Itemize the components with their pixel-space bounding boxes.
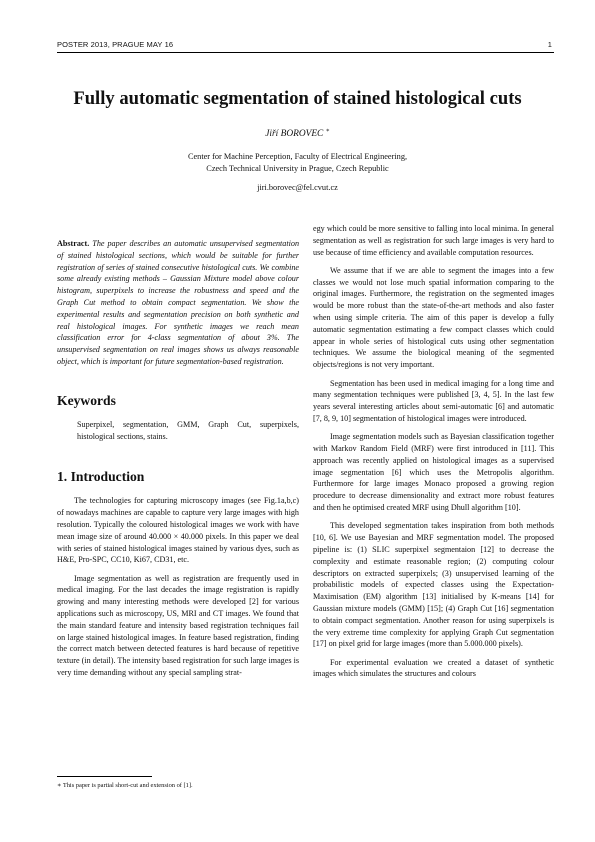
- affiliation: [0, 151, 595, 174]
- footnote: ∗ This paper is partial short-cut and extension of [1].: [57, 782, 193, 789]
- conference-label: POSTER 2013, PRAGUE MAY 16: [57, 40, 174, 49]
- author-footnote-mark: ∗: [325, 128, 330, 134]
- affiliation-line-2: Czech Technical University in Prague, Czech Republic: [206, 163, 389, 173]
- introduction-heading: 1. Introduction: [57, 469, 145, 485]
- author-email: jiri.borovec@fel.cvut.cz: [257, 183, 338, 192]
- right-paragraph-1: We assume that if we are able to segment the images into a few classes we would not lose much spatial information comparing to the original images. Furthermore, the registration on the segmented images would be more robust than the state-of-the-art methods and also faster when using simple criteria. The aim of this paper is develop a fully automatic segmentation estimating a few compact classes which could appear in whole series of histological cuts using other segmentation techniques. We assume the biological meaning of the segmented objects/regions is not very important.: [313, 265, 554, 370]
- footnote-rule: [57, 776, 152, 777]
- author-name: Jiří BOROVEC: [265, 129, 324, 140]
- paper-title: Fully automatic segmentation of stained histological cuts: [73, 88, 522, 109]
- running-header: [57, 40, 554, 53]
- right-paragraph-3: Image segmentation models such as Bayesian classification together with Markov Random Field (MRF) were first introduced in [11]. This approach was recently applied on histological images as a supervised image segmentation [6] which uses the Metropolis algorithm. Furthermore for large images Monaco proposed a growing region procedure to decrease dimensionality and extract more robust features and then he optimised created MRF using Dhull algorithm [10].: [313, 432, 554, 513]
- right-paragraph-2: Segmentation has been used in medical imaging for a long time and many segmentation techniques were published [3, 4, 5]. In the last few years several interesting articles about semi-automatic [6] and automatic [7, 8, 9, 10] segmentation of histological images were introduced.: [313, 378, 554, 423]
- right-paragraph-0: egy which could be more sensitive to falling into local minima. In general segmentation as well as registration for such large images is very hard to use because of time efficiency and available computation resources.: [313, 224, 554, 257]
- abstract-label: Abstract.: [57, 239, 90, 248]
- author-line: [0, 127, 595, 139]
- page-number: 1: [547, 40, 552, 49]
- abstract-text: The paper describes an automatic unsupervised segmentation of stained histological sections, which would be suitable for further registration of series of stained consecutive histological cuts. We combine some already existing methods – Gaussian Mixture model above colour histogram, superpixels to increase the robustness and speed and the Graph Cut method to obtain compact segmentation. We show the experimental results and segmentation precision on both synthetic and real histological images. For synthetic images we reach mean classification error for 4-class segmentation of about 3%. The unsupervised segmentation on real images shows us always reasonable object, which is important for future segmentation-based registration.: [57, 239, 300, 366]
- keywords-heading: Keywords: [57, 392, 116, 408]
- right-paragraph-5: For experimental evaluation we created a dataset of synthetic images which simulates the structures and colours: [313, 657, 554, 679]
- left-column: [57, 238, 299, 679]
- right-paragraph-4: This developed segmentation takes inspiration from both methods [10, 6]. We use Bayesian and MRF segmentation model. The proposed pipeline is: (1) SLIC superpixel segmentaion [12] to decrease the complexity and estimate reasonable region; (2) computing colour descriptors on extracted superpixels; (3) unsupervised learning of the probabilistic models of expected classes using the Expectation-Maximisation (EM) algorithm [13] initialised by K-means [14] for Gaussian mixture models (GMM) [15]; (4) Graph Cut [16] segmentation to obtain compact segmentation. Another reason for using superpixels is the very extreme time complexity for applying Graph Cut segmentation [17] on pixel grid for large images (more than 5.000.000 pixels).: [313, 521, 554, 649]
- affiliation-line-1: Center for Machine Perception, Faculty of Electrical Engineering,: [187, 152, 408, 161]
- right-column: [313, 223, 554, 680]
- abstract: [57, 238, 299, 368]
- intro-paragraph-2: Image segmentation as well as registration are frequently used in medical imaging. For the last decades the image registration is rapidly growing and many interesting methods were developed [2] for various applications such as microscopy, US, MRI and CT images. We found that the main standard feature and intensity based registration techniques fail on large stained histological images. In feature based registration, finding the correct match between detected features is hard because of repetitive texture (in detail). The intensity based registration for such large images is very time demanding without any special sampling strat-: [57, 573, 299, 678]
- keywords-text: Superpixel, segmentation, GMM, Graph Cut, superpixels, histological sections, stains.: [77, 419, 299, 441]
- intro-paragraph-1: The technologies for capturing microscopy images (see Fig.1a,b,c) of nowadays machines are capable to capture very large images with high resolution. Typically the coloured histological images we work with have mean image size of around 40.000 × 40.000 pixels. In this paper we deal with series of stained histological images stained by various dyes, such as H&E, Pro-SPC, CC10, Ki67, CD31, etc.: [57, 496, 299, 565]
